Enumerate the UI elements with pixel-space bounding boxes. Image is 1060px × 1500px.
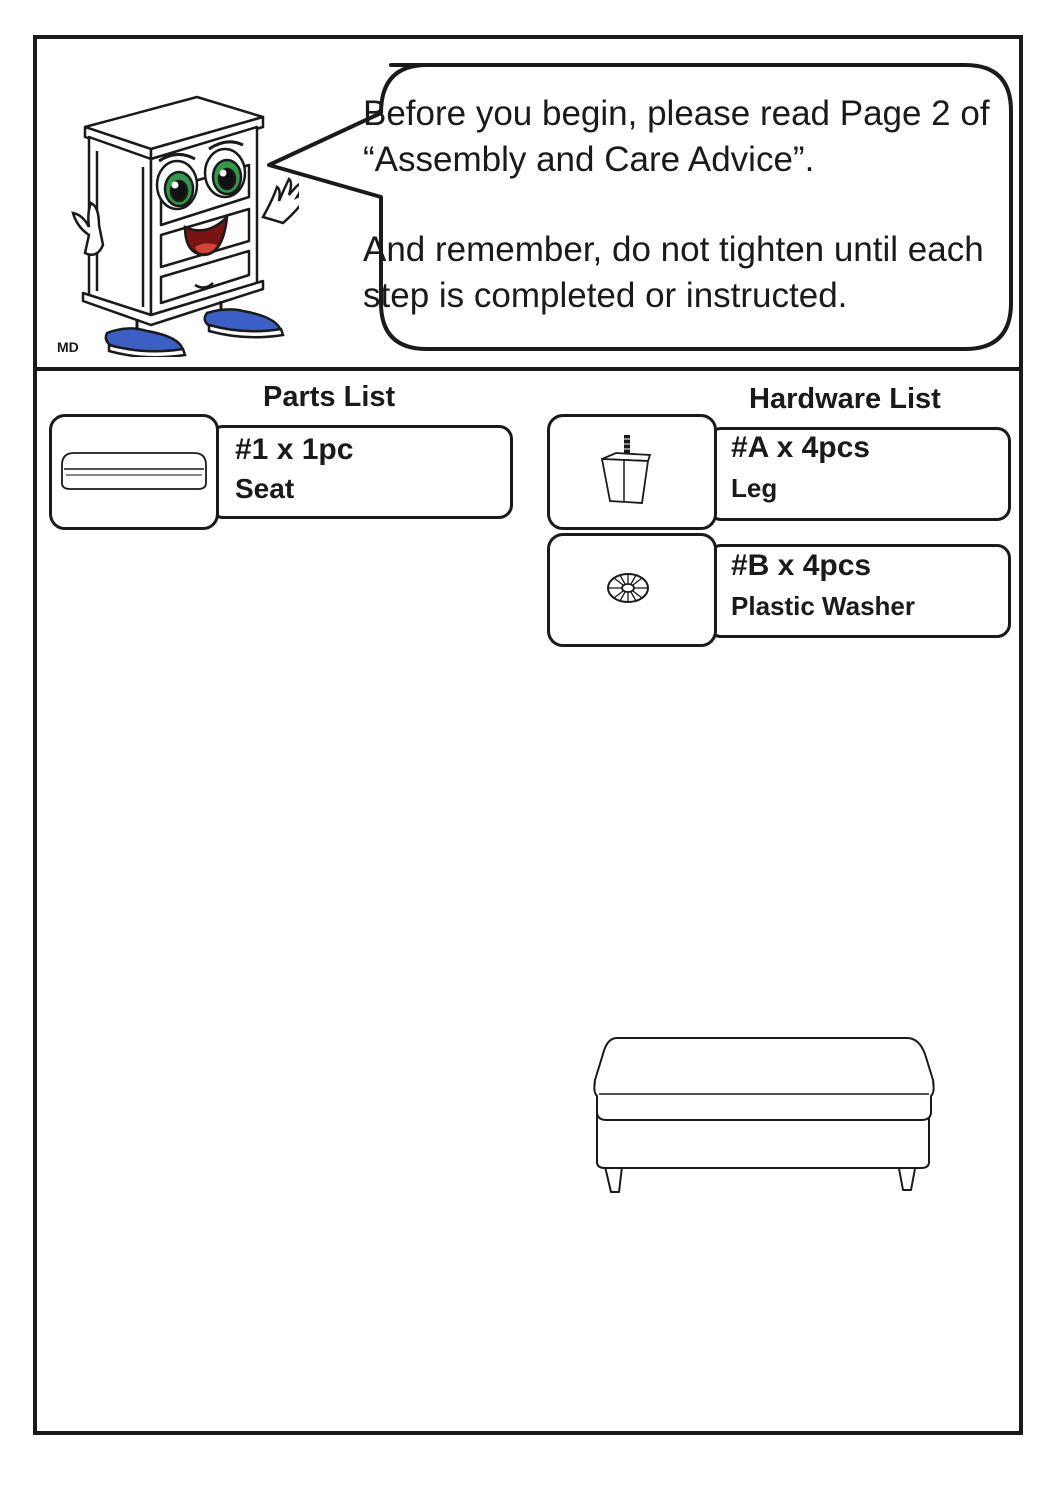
hardware-a-qty: #A x 4pcs xyxy=(731,431,870,464)
hardware-b-label xyxy=(731,549,915,622)
hardware-a-picture-box xyxy=(547,414,717,530)
hardware-a-name: Leg xyxy=(731,473,778,503)
part-1-qty: #1 x 1pc xyxy=(235,433,354,466)
hardware-b-qty: #B x 4pcs xyxy=(731,549,872,582)
bubble-line-do-not-tighten: And remember, do not tighten until each step is completed or instructed. xyxy=(363,230,984,315)
hardware-b-picture-box xyxy=(547,533,717,647)
bubble-line-read-advice: Before you begin, please read Page 2 of “Assembly and Care Advice”. xyxy=(363,94,990,179)
hardware-list-title: Hardware List xyxy=(749,383,941,415)
ottoman-bench-icon xyxy=(589,1034,939,1204)
instruction-page-frame xyxy=(33,35,1023,1435)
tapered-leg-icon xyxy=(550,417,714,527)
part-1-label xyxy=(235,433,353,505)
parts-list-title: Parts List xyxy=(263,381,396,413)
hardware-a-label xyxy=(731,431,870,504)
part-1-picture-box xyxy=(49,414,219,530)
hardware-b-name: Plastic Washer xyxy=(731,591,916,621)
section-divider xyxy=(37,367,1019,371)
part-1-name: Seat xyxy=(235,473,295,504)
bubble-message xyxy=(363,91,1013,319)
seat-cushion-icon xyxy=(52,417,216,527)
mascot-code: MD xyxy=(57,339,79,355)
plastic-washer-icon xyxy=(550,536,714,644)
